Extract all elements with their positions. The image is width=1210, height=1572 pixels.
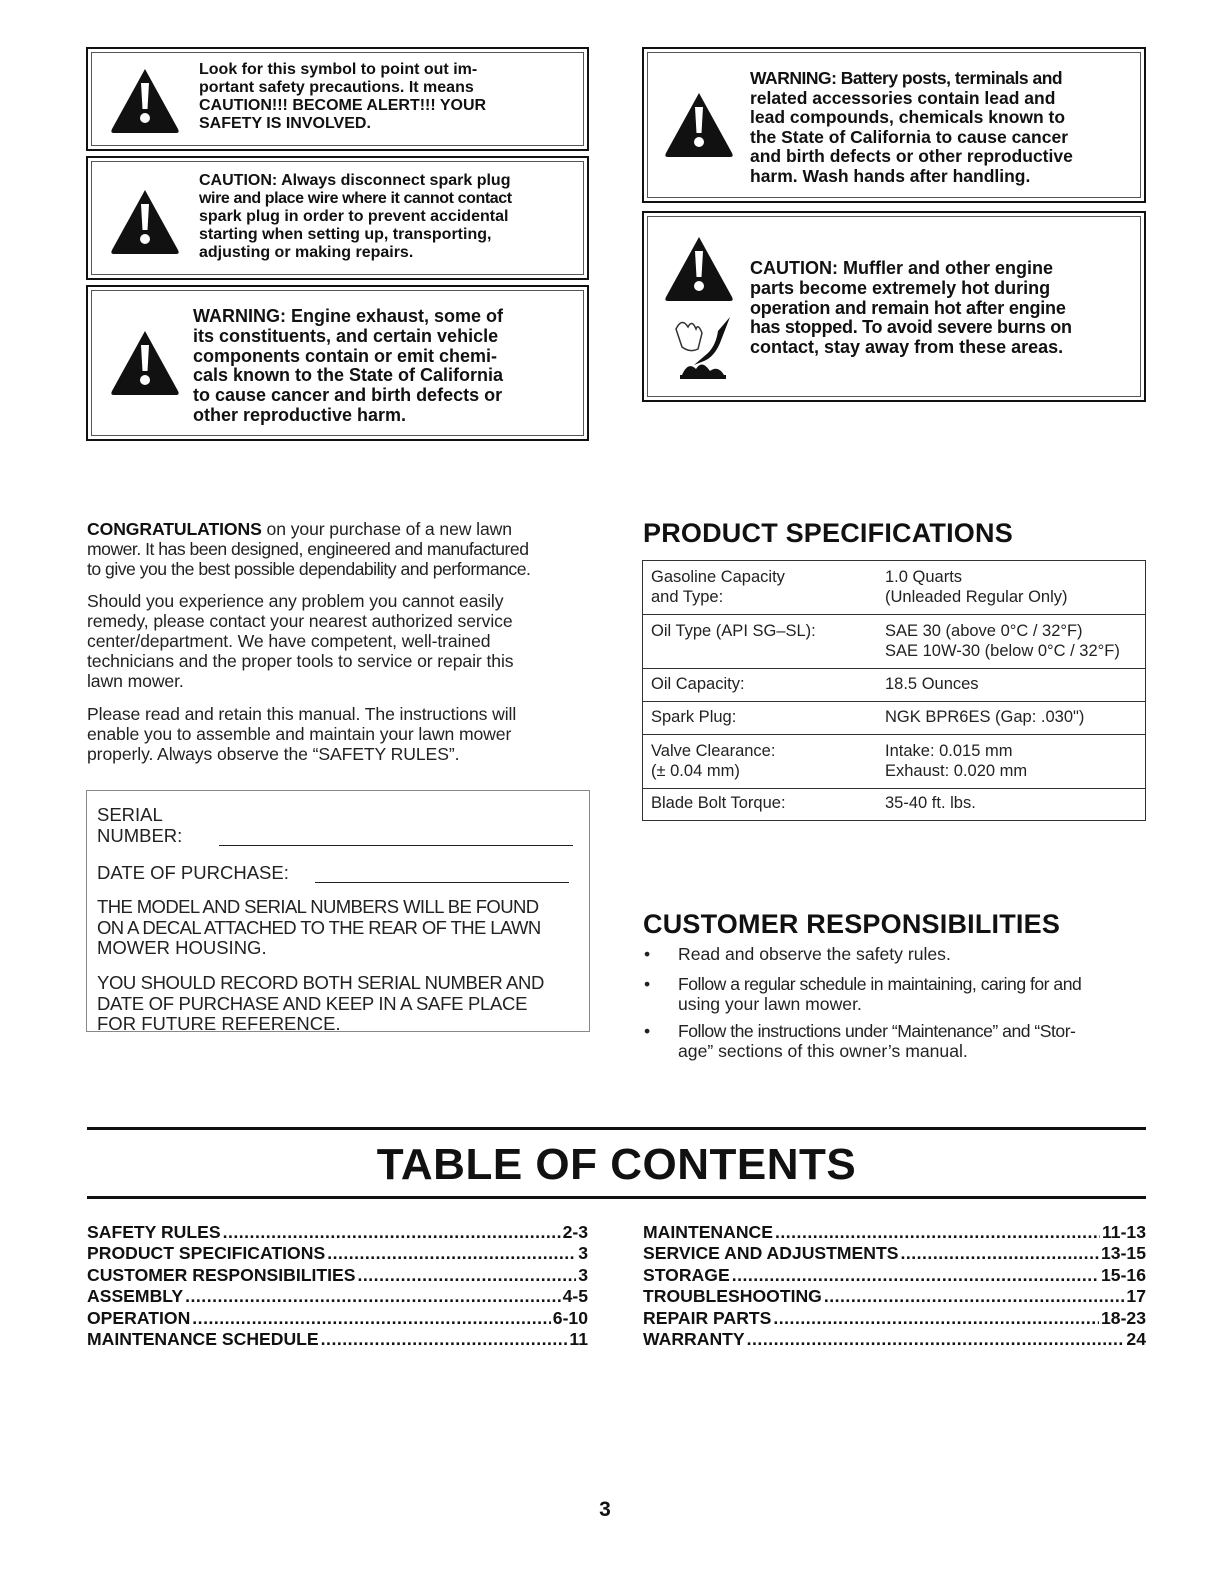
toc-entry[interactable]: MAINTENANCE ..... 11-13	[643, 1222, 1146, 1243]
spec-value: 35-40 ft. lbs.	[885, 794, 976, 812]
safety-alert-icon	[664, 235, 734, 303]
spec-label: Gasoline Capacity and Type:	[651, 568, 785, 606]
responsibility-item: • Read and observe the safety rules.	[644, 944, 951, 964]
spec-row	[643, 669, 1145, 702]
responsibility-item: • Follow the instructions under “Maintenance” and “Stor- age” sections of this owner’s manual.	[644, 1021, 1076, 1061]
toc-bottom-rule	[87, 1196, 1146, 1199]
warning-box-spark-plug	[86, 156, 589, 280]
bullet-icon: •	[644, 944, 651, 964]
spec-value: NGK BPR6ES (Gap: .030")	[885, 708, 1085, 726]
problem-paragraph: Should you experience any problem you cannot easily remedy, please contact your nearest authorized service center/department. We have competent, well-trained technicians and the proper tools to service or repair this lawn mower.	[87, 591, 514, 691]
congratulations-paragraph: CONGRATULATIONS on your purchase of a new lawn mower. It has been designed, engineered and manufactured to give you the best possible dependability and performance.	[87, 519, 531, 579]
serial-number-box	[86, 790, 590, 1035]
spec-row	[643, 702, 1145, 735]
page-number: 3	[599, 1498, 611, 1521]
toc-entry[interactable]: REPAIR PARTS ..... 18-23	[643, 1308, 1146, 1329]
congratulations-lead: CONGRATULATIONS	[87, 519, 262, 539]
bullet-icon: •	[644, 1021, 651, 1041]
toc-entry[interactable]: OPERATION ..... 6-10	[87, 1308, 588, 1329]
toc-left-column	[87, 1222, 588, 1350]
toc-entry[interactable]: SAFETY RULES ..... 2-3	[87, 1222, 588, 1243]
toc-entry[interactable]: ASSEMBLY ..... 4-5	[87, 1286, 588, 1307]
number-label: NUMBER:	[97, 825, 183, 846]
toc-entry[interactable]: SERVICE AND ADJUSTMENTS ..... 13-15	[643, 1243, 1146, 1264]
toc-entry[interactable]: STORAGE ..... 15-16	[643, 1265, 1146, 1286]
specifications-table	[642, 560, 1146, 821]
spec-value: 1.0 Quarts (Unleaded Regular Only)	[885, 568, 1068, 606]
spec-value: Intake: 0.015 mm Exhaust: 0.020 mm	[885, 742, 1028, 780]
safety-alert-icon	[110, 188, 180, 256]
date-of-purchase-line[interactable]	[315, 882, 569, 883]
serial-label: SERIAL	[97, 804, 163, 825]
warning-box-battery	[642, 47, 1146, 203]
hot-surface-hand-icon	[668, 309, 734, 383]
toc-top-rule	[87, 1127, 1146, 1130]
record-note: YOU SHOULD RECORD BOTH SERIAL NUMBER AND DATE OF PURCHASE AND KEEP IN A SAFE PLACE FOR FUTURE REFERENCE.	[97, 972, 544, 1035]
date-of-purchase-label: DATE OF PURCHASE:	[97, 862, 289, 883]
warning-text-exhaust: WARNING: Engine exhaust, some of its constituents, and certain vehicle components contain or emit chemi- cals known to the State of California to cause cancer and birth defects or other reproductive harm.	[193, 306, 504, 425]
spec-row	[643, 615, 1145, 669]
customer-responsibilities-heading: CUSTOMER RESPONSIBILITIES	[643, 909, 1061, 939]
spec-label: Spark Plug:	[651, 708, 737, 726]
serial-number-line[interactable]	[219, 845, 573, 846]
bullet-icon: •	[644, 974, 651, 994]
responsibility-item: • Follow a regular schedule in maintaining, caring for and using your lawn mower.	[644, 974, 1082, 1014]
read-manual-paragraph: Please read and retain this manual. The instructions will enable you to assemble and maintain your lawn mower properly. Always observe the “SAFETY RULES”.	[87, 704, 517, 764]
spec-row	[643, 789, 1145, 822]
warning-text-symbol: Look for this symbol to point out im- portant safety precautions. It means CAUTION!!! BECOME ALERT!!! YOUR SAFETY IS INVOLVED.	[199, 61, 487, 133]
spec-label: Oil Capacity:	[651, 675, 745, 693]
safety-alert-icon	[664, 91, 734, 159]
toc-entry[interactable]: PRODUCT SPECIFICATIONS ..... 3	[87, 1243, 588, 1264]
model-serial-note: THE MODEL AND SERIAL NUMBERS WILL BE FOUND ON A DECAL ATTACHED TO THE REAR OF THE LAWN MOWER HOUSING.	[97, 896, 541, 959]
spec-value: 18.5 Ounces	[885, 675, 979, 693]
toc-entry[interactable]: CUSTOMER RESPONSIBILITIES ..... 3	[87, 1265, 588, 1286]
toc-entry[interactable]: TROUBLESHOOTING ..... 17	[643, 1286, 1146, 1307]
toc-title: TABLE OF CONTENTS	[376, 1140, 857, 1189]
spec-label: Blade Bolt Torque:	[651, 794, 786, 812]
product-specifications-heading: PRODUCT SPECIFICATIONS	[643, 518, 1013, 548]
spec-row	[643, 561, 1145, 615]
spec-label: Valve Clearance: (± 0.04 mm)	[651, 742, 776, 780]
spec-row	[643, 735, 1145, 789]
toc-right-column	[643, 1222, 1146, 1350]
warning-text-muffler: CAUTION: Muffler and other engine parts become extremely hot during operation and remain hot after engine has stopped. To avoid severe burns on contact, stay away from these areas.	[750, 258, 1072, 358]
spec-value: SAE 30 (above 0°C / 32°F) SAE 10W-30 (below 0°C / 32°F)	[885, 622, 1120, 660]
spec-label: Oil Type (API SG–SL):	[651, 622, 816, 640]
warning-text-battery: WARNING: Battery posts, terminals and related accessories contain lead and lead compounds, chemicals known to the State of California to cause cancer and birth defects or other reproductive harm. Wash hands after handling.	[750, 68, 1073, 186]
safety-alert-icon	[110, 67, 180, 135]
warning-box-exhaust	[86, 285, 589, 441]
toc-entry[interactable]: WARRANTY ..... 24	[643, 1329, 1146, 1350]
toc-entry[interactable]: MAINTENANCE SCHEDULE ..... 11	[87, 1329, 588, 1350]
warning-box-symbol	[86, 47, 589, 151]
safety-alert-icon	[110, 329, 180, 397]
warning-text-spark-plug: CAUTION: Always disconnect spark plug wire and place wire where it cannot contact spark plug in order to prevent accidental starting when setting up, transporting, adjusting or making repairs.	[199, 172, 512, 262]
warning-box-muffler	[642, 211, 1146, 402]
